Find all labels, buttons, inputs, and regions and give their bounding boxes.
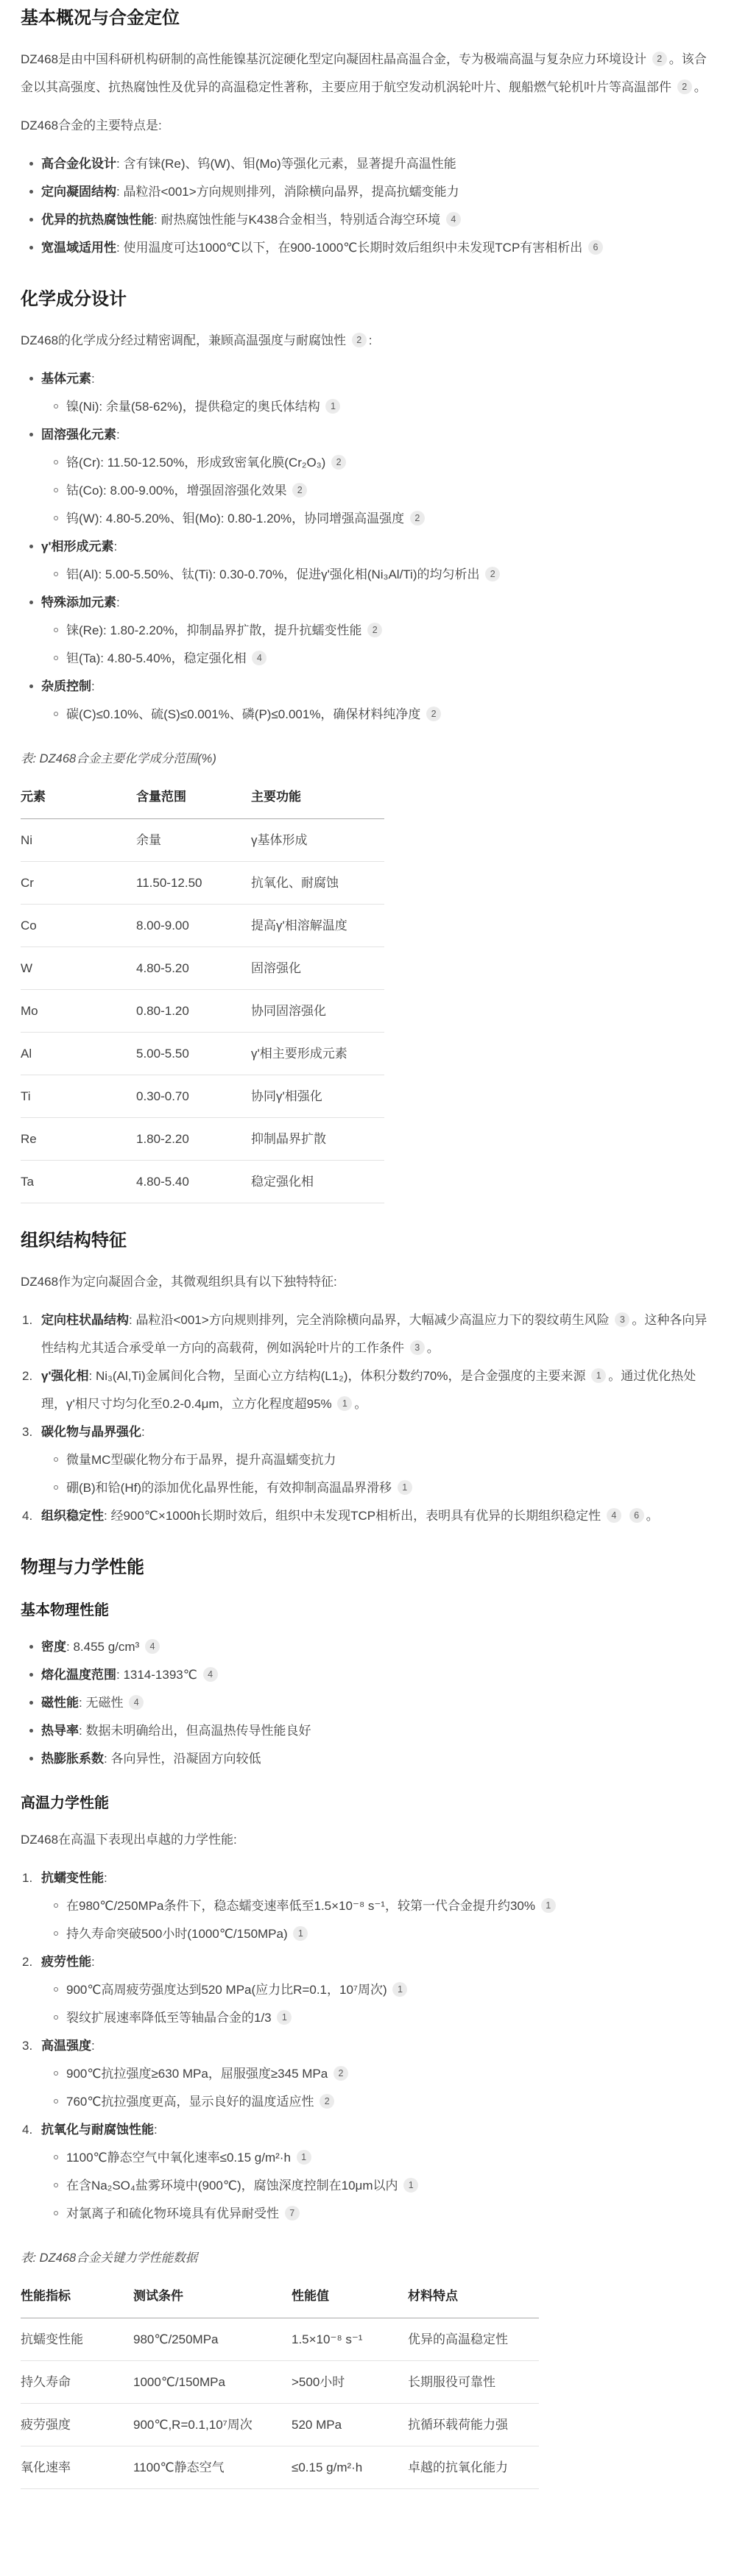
table-cell: 抗氧化、耐腐蚀: [251, 862, 384, 905]
sub-list: [41, 393, 713, 421]
section-heading-overview: 基本概况与合金定位: [21, 8, 180, 28]
sub-list: [41, 2144, 713, 2228]
table-cell: 固溶强化: [251, 947, 384, 990]
bold-text: 定向柱状晶结构: [41, 1313, 129, 1327]
item-title: 疲劳性能:: [41, 1955, 95, 1969]
list-item: 微量MC型碳化物分布于晶界，提升高温蠕变抗力: [66, 1446, 713, 1474]
bold-text: γ'相形成元素: [41, 539, 114, 553]
mechanical-lead: DZ468在高温下表现出卓越的力学性能:: [21, 1833, 237, 1847]
citation-badge[interactable]: 4: [129, 1695, 144, 1710]
sub-list: [41, 1892, 713, 1948]
table-cell: Co: [21, 905, 136, 947]
table-cell: 8.00-9.00: [136, 905, 251, 947]
list-item: 铝(Al): 5.00-5.50%、钛(Ti): 0.30-0.70%，促进γ'强化相(Ni₃Al/Ti)的均匀析出 2: [66, 561, 713, 589]
bold-text: γ'强化相: [41, 1369, 89, 1383]
bold-text: 杂质控制: [41, 679, 91, 693]
table-cell: 900℃,R=0.1,10⁷周次: [133, 2404, 292, 2446]
citation-badge[interactable]: 1: [541, 1898, 556, 1913]
bold-text: 特殊添加元素: [41, 595, 116, 609]
citation-badge[interactable]: 1: [325, 399, 340, 414]
table-cell: 0.80-1.20: [136, 990, 251, 1033]
table-cell: 0.30-0.70: [136, 1075, 251, 1118]
table-row: [21, 1161, 384, 1203]
sub-list: [41, 701, 713, 729]
table-row: [21, 2318, 539, 2361]
citation-badge[interactable]: 2: [485, 567, 500, 581]
table-cell: 11.50-12.50: [136, 862, 251, 905]
citation-badge[interactable]: 3: [615, 1312, 629, 1327]
list-item: 碳(C)≤0.10%、硫(S)≤0.001%、磷(P)≤0.001%，确保材料纯净度 2: [66, 701, 713, 729]
group-title: 基体元素:: [41, 372, 95, 386]
table-cell: 520 MPa: [292, 2404, 408, 2446]
bold-text: 优异的抗热腐蚀性能: [41, 213, 154, 227]
list-item: 钽(Ta): 4.80-5.40%，稳定强化相 4: [66, 645, 713, 673]
citation-badge[interactable]: 1: [293, 1926, 308, 1941]
table-cell: >500小时: [292, 2361, 408, 2404]
citation-badge[interactable]: 4: [203, 1667, 218, 1682]
bold-text: 抗蠕变性能: [41, 1871, 104, 1885]
table-cell: Mo: [21, 990, 136, 1033]
table-cell: 卓越的抗氧化能力: [408, 2446, 539, 2489]
bold-text: 固溶强化元素: [41, 428, 116, 442]
section-heading-structure: 组织结构特征: [21, 1231, 127, 1250]
bold-text: 组织稳定性: [41, 1509, 104, 1523]
bold-text: 抗氧化与耐腐蚀性能: [41, 2123, 154, 2137]
list-item: [41, 365, 713, 421]
list-item: 持久寿命突破500小时(1000℃/150MPa) 1: [66, 1920, 713, 1948]
table-cell: γ基体形成: [251, 819, 384, 862]
table-row: [21, 905, 384, 947]
citation-badge[interactable]: 6: [629, 1508, 644, 1523]
table-row: [21, 947, 384, 990]
list-item: 优异的抗热腐蚀性能: 耐热腐蚀性能与K438合金相当，特别适合海空环境 4: [41, 206, 713, 234]
column-header: 性能指标: [21, 2281, 133, 2318]
table-cell: W: [21, 947, 136, 990]
subsection-heading-physical: 基本物理性能: [21, 1602, 109, 1618]
citation-badge[interactable]: 4: [252, 651, 267, 665]
item-title: 抗氧化与耐腐蚀性能:: [41, 2123, 158, 2137]
citation-badge[interactable]: 2: [292, 483, 307, 498]
table-row: [21, 1075, 384, 1118]
list-item: 熔化温度范围: 1314-1393℃ 4: [41, 1661, 713, 1689]
list-item: 钨(W): 4.80-5.20%、钼(Mo): 0.80-1.20%，协同增强高温强度 2: [66, 505, 713, 533]
table-cell: 1.5×10⁻⁸ s⁻¹: [292, 2318, 408, 2361]
list-item: [41, 421, 713, 533]
list-item: [41, 1948, 713, 2032]
bold-text: 热膨胀系数: [41, 1752, 104, 1766]
table-cell: Al: [21, 1033, 136, 1075]
list-item: [41, 589, 713, 673]
bold-text: 定向凝固结构: [41, 185, 116, 199]
table-row: [21, 2404, 539, 2446]
list-item: 磁性能: 无磁性 4: [41, 1689, 713, 1717]
sub-list: [41, 1976, 713, 2032]
citation-badge[interactable]: 2: [331, 455, 346, 470]
list-item: 铬(Cr): 11.50-12.50%，形成致密氧化膜(Cr₂O₃) 2: [66, 449, 713, 477]
table-cell: 协同γ'相强化: [251, 1075, 384, 1118]
overview-features-lead: DZ468合金的主要特点是:: [21, 118, 162, 132]
citation-badge[interactable]: 1: [392, 1982, 407, 1997]
list-item: 硼(B)和铪(Hf)的添加优化晶界性能，有效抑制高温晶界滑移 1: [66, 1474, 713, 1502]
citation-badge[interactable]: 2: [352, 333, 367, 347]
table-cell: Ta: [21, 1161, 136, 1203]
list-item: 定向柱状晶结构: 晶粒沿<001>方向规则排列，完全消除横向晶界，大幅减少高温应力下的裂纹萌生风险 3 。这种各向异性结构尤其适合承受单一方向的高载荷，例如涡轮叶片的工作条件 3 。: [41, 1313, 707, 1355]
bold-text: 磁性能: [41, 1696, 79, 1710]
table-cell: 长期服役可靠性: [408, 2361, 539, 2404]
item-title: 碳化物与晶界强化:: [41, 1425, 145, 1439]
table-cell: 4.80-5.20: [136, 947, 251, 990]
table-caption: 表: DZ468合金主要化学成分范围(%): [21, 752, 216, 765]
section-heading-chemistry: 化学成分设计: [21, 289, 127, 309]
citation-badge[interactable]: 2: [334, 2066, 348, 2081]
table-row: [21, 2361, 539, 2404]
bold-text: 宽温域适用性: [41, 241, 116, 255]
list-item: 热膨胀系数: 各向异性，沿凝固方向较低: [41, 1745, 713, 1773]
table-cell: 抗循环载荷能力强: [408, 2404, 539, 2446]
list-item: 热导率: 数据未明确给出，但高温热传导性能良好: [41, 1717, 713, 1745]
list-item: [41, 2032, 713, 2116]
section-structure: [21, 1228, 713, 1530]
group-title: 杂质控制:: [41, 679, 95, 693]
table-row: [21, 990, 384, 1033]
group-title: 特殊添加元素:: [41, 595, 120, 609]
table-cell: 协同固溶强化: [251, 990, 384, 1033]
table-cell: 持久寿命: [21, 2361, 133, 2404]
table-cell: 疲劳强度: [21, 2404, 133, 2446]
table-cell: 提高γ'相溶解温度: [251, 905, 384, 947]
table-row: [21, 1033, 384, 1075]
group-title: 固溶强化元素:: [41, 428, 120, 442]
section-overview: [21, 6, 713, 262]
list-item: 对氯离子和硫化物环境具有优异耐受性 7: [66, 2200, 713, 2228]
sub-list: [41, 617, 713, 673]
table-cell: 980℃/250MPa: [133, 2318, 292, 2361]
citation-badge[interactable]: 2: [652, 52, 667, 66]
chemistry-groups-list: [21, 365, 713, 729]
table-cell: 4.80-5.40: [136, 1161, 251, 1203]
list-item: 宽温域适用性: 使用温度可达1000℃以下，在900-1000℃长期时效后组织中未发现TCP有害相析出 6: [41, 234, 713, 262]
list-item: γ'强化相: Ni₃(Al,Ti)金属间化合物，呈面心立方结构(L1₂)，体积分数约70%，是合金强度的主要来源 1 。通过优化热处理，γ'相尺寸均匀化至0.2-0.4μm，立方化程度超95% 1 。: [41, 1369, 696, 1411]
citation-badge[interactable]: 4: [145, 1639, 160, 1654]
list-item: 760℃抗拉强度更高，显示良好的温度适应性 2: [66, 2088, 713, 2116]
list-item: [41, 2116, 713, 2228]
citation-badge[interactable]: 1: [398, 1480, 412, 1495]
citation-badge[interactable]: 2: [320, 2094, 334, 2109]
table-cell: 1100℃静态空气: [133, 2446, 292, 2489]
list-item: 900℃高周疲劳强度达到520 MPa(应力比R=0.1，10⁷周次) 1: [66, 1976, 713, 2004]
list-item: [41, 533, 713, 589]
table-cell: γ'相主要形成元素: [251, 1033, 384, 1075]
citation-badge[interactable]: 6: [588, 240, 603, 255]
structure-ordered-list: [21, 1306, 713, 1530]
citation-badge[interactable]: 2: [410, 511, 425, 526]
list-item: 裂纹扩展速率降低至等轴晶合金的1/3 1: [66, 2004, 713, 2032]
table-cell: 氧化速率: [21, 2446, 133, 2489]
list-item: 组织稳定性: 经900℃×1000h长期时效后，组织中未发现TCP相析出，表明具有优异的长期组织稳定性 4 6 。: [41, 1509, 659, 1523]
table-cell: 抑制晶界扩散: [251, 1118, 384, 1161]
column-header: 材料特点: [408, 2281, 539, 2318]
physical-properties-list: [21, 1633, 713, 1773]
table-caption: 表: DZ468合金关键力学性能数据: [21, 2251, 198, 2265]
column-header: 测试条件: [133, 2281, 292, 2318]
bold-text: 熔化温度范围: [41, 1668, 116, 1682]
sub-list: [41, 561, 713, 589]
chemistry-lead: DZ468的化学成分经过精密调配，兼顾高温强度与耐腐蚀性 2 :: [21, 333, 373, 347]
table-cell: Ni: [21, 819, 136, 862]
column-header: 元素: [21, 782, 136, 819]
citation-badge[interactable]: 4: [607, 1508, 621, 1523]
list-item: 铼(Re): 1.80-2.20%，抑制晶界扩散，提升抗蠕变性能 2: [66, 617, 713, 645]
citation-badge[interactable]: 1: [297, 2150, 311, 2165]
table-cell: 余量: [136, 819, 251, 862]
bold-text: 高温强度: [41, 2039, 91, 2053]
list-item: [41, 673, 713, 729]
list-item: 900℃抗拉强度≥630 MPa，屈服强度≥345 MPa 2: [66, 2060, 713, 2088]
bold-text: 碳化物与晶界强化: [41, 1425, 141, 1439]
citation-badge[interactable]: 3: [410, 1340, 425, 1355]
table-cell: 稳定强化相: [251, 1161, 384, 1203]
mechanical-ordered-list: [21, 1864, 713, 2228]
bold-text: 热导率: [41, 1724, 79, 1738]
table-row: [21, 819, 384, 862]
citation-badge[interactable]: 1: [337, 1396, 352, 1411]
structure-lead: DZ468作为定向凝固合金，其微观组织具有以下独特特征:: [21, 1275, 337, 1289]
table-cell: ≤0.15 g/m²·h: [292, 2446, 408, 2489]
sub-list: [41, 1446, 713, 1502]
mechanical-table: [21, 2281, 539, 2489]
bold-text: 密度: [41, 1640, 66, 1654]
table-cell: 1.80-2.20: [136, 1118, 251, 1161]
table-cell: 5.00-5.50: [136, 1033, 251, 1075]
table-cell: Ti: [21, 1075, 136, 1118]
section-chemistry: [21, 287, 713, 1203]
citation-badge[interactable]: 2: [677, 79, 692, 94]
citation-badge[interactable]: 1: [277, 2010, 292, 2025]
column-header: 性能值: [292, 2281, 408, 2318]
composition-table: [21, 782, 384, 1203]
list-item: 定向凝固结构: 晶粒沿<001>方向规则排列，消除横向晶界，提高抗蠕变能力: [41, 178, 713, 206]
column-header: 含量范围: [136, 782, 251, 819]
list-item: [41, 1418, 713, 1502]
overview-intro-paragraph: DZ468是由中国科研机构研制的高性能镍基沉淀硬化型定向凝固柱晶高温合金，专为极端高温与复杂应力环境设计 2 。该合金以其高强度、抗热腐蚀性及优异的高温稳定性著称，主要应用于航空发动机涡轮叶片、舰船燃气轮机叶片等高温部件 2 。: [21, 52, 707, 94]
bold-text: 基体元素: [41, 372, 91, 386]
bold-text: 疲劳性能: [41, 1955, 91, 1969]
citation-badge[interactable]: 2: [367, 623, 382, 637]
citation-badge[interactable]: 2: [426, 707, 441, 721]
table-header-row: [21, 2281, 539, 2318]
table-header-row: [21, 782, 384, 819]
table-cell: 1000℃/150MPa: [133, 2361, 292, 2404]
section-heading-properties: 物理与力学性能: [21, 1557, 144, 1577]
item-title: 高温强度:: [41, 2039, 95, 2053]
group-title: γ'相形成元素:: [41, 539, 118, 553]
list-item: 1100℃静态空气中氧化速率≤0.15 g/m²·h 1: [66, 2144, 713, 2172]
subsection-heading-mechanical: 高温力学性能: [21, 1795, 109, 1811]
citation-badge[interactable]: 7: [285, 2206, 300, 2221]
list-item: 在含Na₂SO₄盐雾环境中(900℃)，腐蚀深度控制在10μm以内 1: [66, 2172, 713, 2200]
citation-badge[interactable]: 1: [591, 1368, 606, 1383]
table-cell: 优异的高温稳定性: [408, 2318, 539, 2361]
table-cell: Re: [21, 1118, 136, 1161]
table-row: [21, 1118, 384, 1161]
section-properties: [21, 1555, 713, 2489]
list-item: 钴(Co): 8.00-9.00%，增强固溶强化效果 2: [66, 477, 713, 505]
item-title: 抗蠕变性能:: [41, 1871, 107, 1885]
citation-badge[interactable]: 1: [403, 2178, 418, 2193]
list-item: 在980℃/250MPa条件下，稳态蠕变速率低至1.5×10⁻⁸ s⁻¹，较第一代合金提升约30% 1: [66, 1892, 713, 1920]
sub-list: [41, 2060, 713, 2116]
bold-text: 高合金化设计: [41, 157, 116, 171]
column-header: 主要功能: [251, 782, 384, 819]
list-item: 密度: 8.455 g/cm³ 4: [41, 1633, 713, 1661]
table-row: [21, 2446, 539, 2489]
sub-list: [41, 449, 713, 533]
list-item: 高合金化设计: 含有铼(Re)、钨(W)、钼(Mo)等强化元素，显著提升高温性能: [41, 150, 713, 178]
table-cell: 抗蠕变性能: [21, 2318, 133, 2361]
list-item: [41, 1864, 713, 1948]
list-item: 镍(Ni): 余量(58-62%)，提供稳定的奥氏体结构 1: [66, 393, 713, 421]
overview-features-list: [21, 150, 713, 262]
table-row: [21, 862, 384, 905]
table-cell: Cr: [21, 862, 136, 905]
citation-badge[interactable]: 4: [446, 212, 461, 227]
